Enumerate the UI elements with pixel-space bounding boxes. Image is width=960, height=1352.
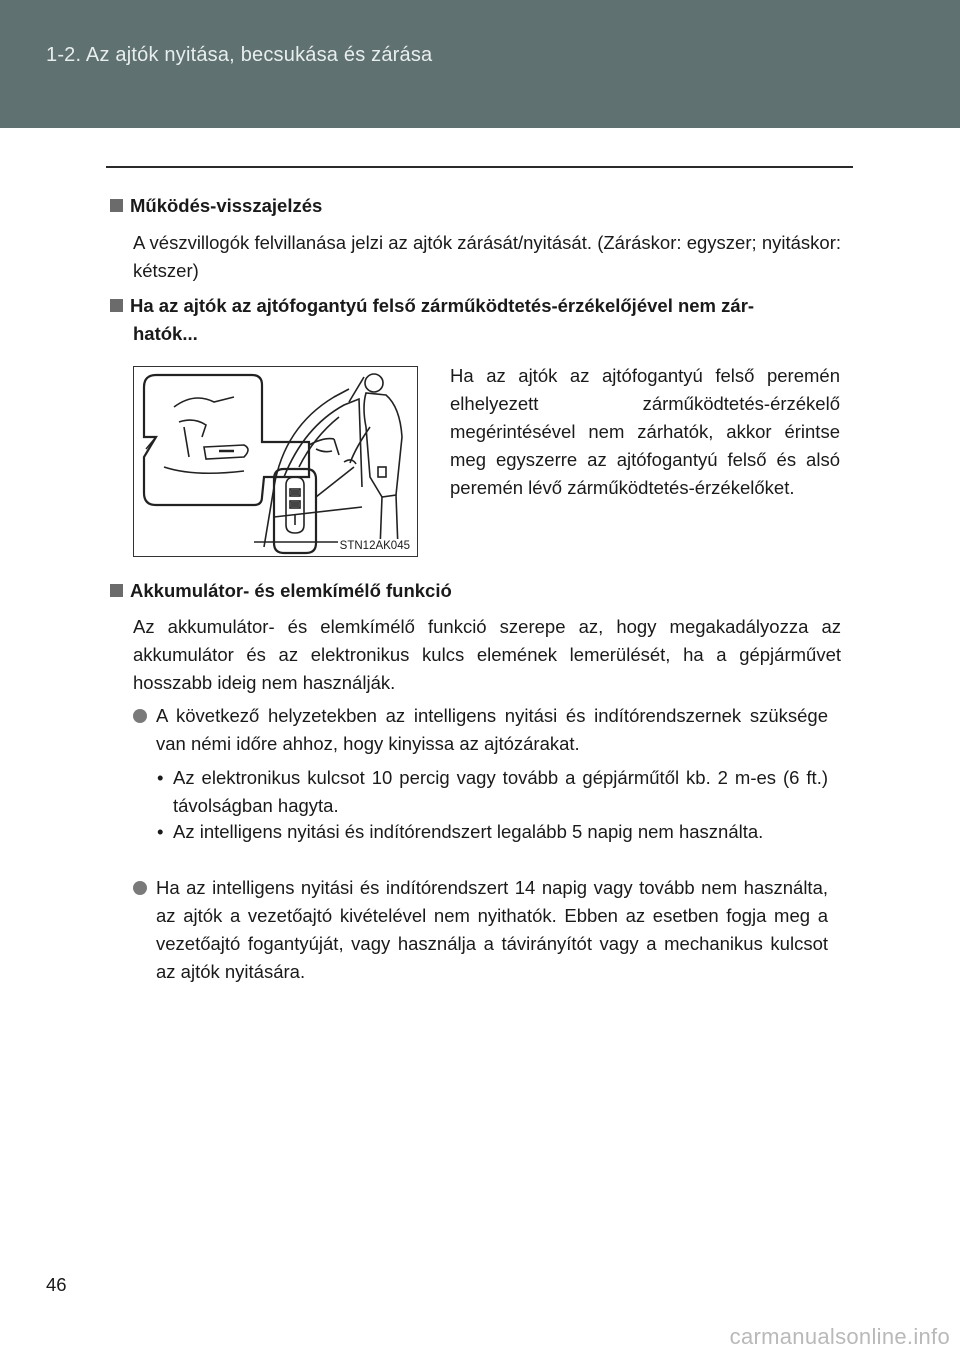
- illustration-drawing: [134, 367, 417, 556]
- heading-battery-saving: Akkumulátor- és elemkímélő funkció: [110, 577, 452, 605]
- page-number: 46: [46, 1274, 67, 1295]
- round-bullet-icon: [133, 881, 147, 895]
- square-bullet-icon: [110, 299, 123, 312]
- watermark: carmanualsonline.info: [729, 1324, 950, 1349]
- round-bullet-icon: [133, 709, 147, 723]
- heading-operation-feedback: Működés-visszajelzés: [110, 192, 322, 220]
- operation-feedback-text: A vészvillogók felvillanása jelzi az ajtók zárását/nyitását. (Záráskor: egyszer; nyitáskor: kétszer): [133, 232, 841, 281]
- heading-sensor-lock: Ha az ajtók az ajtófogantyú felső zárműködtetés-érzékelőjével nem zár- hatók...: [110, 292, 845, 348]
- door-handle-illustration: [133, 366, 418, 557]
- sensor-lock-instructions: Ha az ajtók az ajtófogantyú felső peremén elhelyezett zárműködtetés-érzékelő megérintésével nem zárhatók, akkor érintse meg egyszerre az ajtófogantyú felső és alsó peremén lévő zárműködtetés-érzékelőket.: [450, 365, 840, 498]
- sub-list-item: • Az elektronikus kulcsot 10 percig vagy tovább a gépjárműtől kb. 2 m-es (6 ft.) távolságban hagyta.: [157, 767, 828, 816]
- figure-code: STN12AK045: [339, 540, 410, 552]
- sub-list-item: • Az intelligens nyitási és indítórendszert legalább 5 napig nem használta.: [157, 821, 764, 842]
- section-divider: [106, 166, 853, 168]
- bullet-item: Ha az intelligens nyitási és indítórendszert 14 napig vagy tovább nem használta, az ajtók a vezetőajtó kivételével nem nyithatók. Ebben az esetben fogja meg a vezetőajtó fogantyúját, vagy használja a távirányítót vagy a mechanikus kulcsot az ajtók nyitására.: [133, 874, 828, 986]
- page-header: [0, 0, 960, 128]
- square-bullet-icon: [110, 584, 123, 597]
- bullet-item: A következő helyzetekben az intelligens nyitási és indítórendszernek szüksége van némi időre ahhoz, hogy kinyissa az ajtózárakat.: [133, 702, 828, 758]
- battery-saving-text: Az akkumulátor- és elemkímélő funkció szerepe az, hogy megakadályozza az akkumulátor és az elektronikus kulcs elemének lemerülését, ha a gépjárművet hosszabb ideig nem használják.: [133, 616, 841, 693]
- square-bullet-icon: [110, 199, 123, 212]
- chapter-title: 1-2. Az ajtók nyitása, becsukása és zárása: [46, 44, 433, 66]
